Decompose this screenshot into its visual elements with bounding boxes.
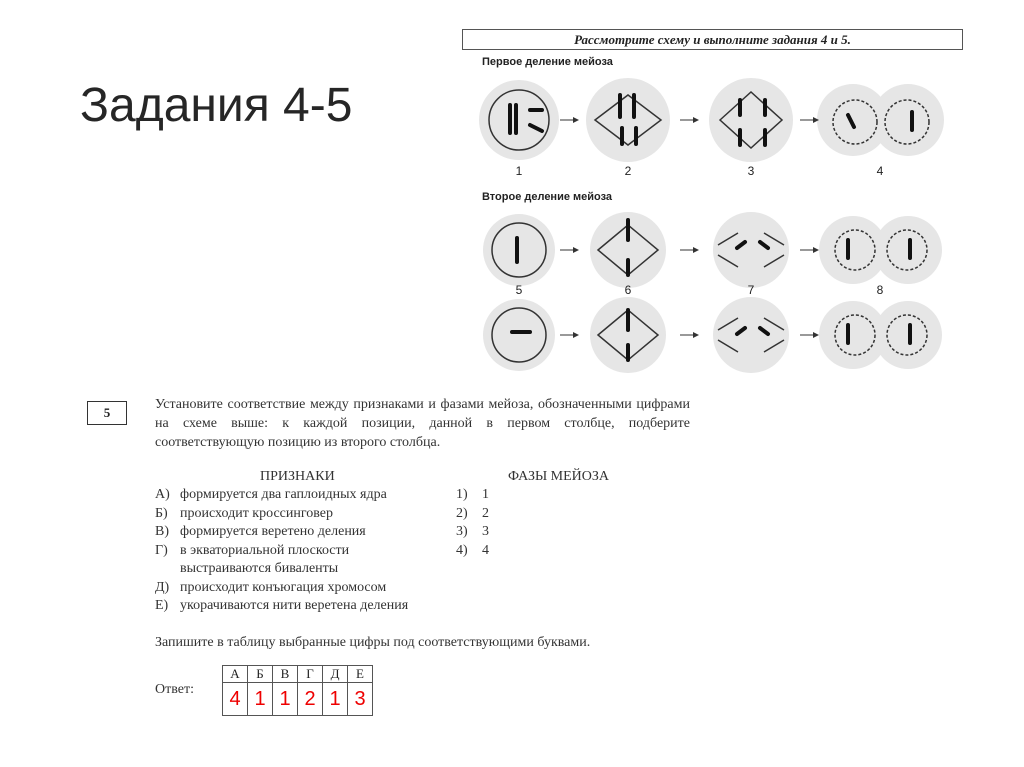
feature-item: Е) укорачиваются нити веретена деления xyxy=(155,598,409,613)
feature-item: Б) происходит кроссинговер xyxy=(155,505,334,521)
answer-value[interactable]: 2 xyxy=(298,683,323,716)
scheme-header: Рассмотрите схему и выполните задания 4 и 5. xyxy=(462,29,963,50)
answer-table xyxy=(222,665,373,716)
cell-label-2: 2 xyxy=(624,164,632,178)
feature-item: Г) в экваториальной плоскости xyxy=(155,542,350,558)
feature-item: Д) происходит конъюгация хромосом xyxy=(155,579,387,595)
answer-letter: В xyxy=(273,666,298,683)
cell-label-8: 8 xyxy=(876,283,884,297)
cell-label-1: 1 xyxy=(515,164,523,178)
slide-title: Задания 4-5 xyxy=(80,79,353,132)
section-first-division: Первое деление мейоза xyxy=(482,56,613,68)
phase-item: 2) 2 xyxy=(456,505,489,521)
phase-item: 1) 1 xyxy=(456,487,489,502)
task-number: 5 xyxy=(87,401,127,425)
answer-value[interactable]: 3 xyxy=(348,683,373,716)
feature-item: выстраиваются биваленты xyxy=(180,561,339,576)
cell-label-6: 6 xyxy=(624,283,632,297)
phase-item: 3) 3 xyxy=(456,524,489,539)
task-intro: Установите соответствие между признаками и фазами мейоза, обозначенными цифрами на схеме выше: к каждой позиции, данной в первом столбце, подберите соответствующую позицию из второго столбца. xyxy=(155,397,690,450)
phase-item: 4) 4 xyxy=(456,542,489,558)
col1-header: ПРИЗНАКИ xyxy=(260,469,335,484)
answer-value[interactable]: 4 xyxy=(223,683,248,716)
col2-header: ФАЗЫ МЕЙОЗА xyxy=(508,469,610,484)
instruction: Запишите в таблицу выбранные цифры под соответствующими буквами. xyxy=(155,635,591,650)
answer-letter: Г xyxy=(298,666,323,683)
answer-value[interactable]: 1 xyxy=(323,683,348,716)
section-second-division: Второе деление мейоза xyxy=(482,191,613,203)
cell-label-3: 3 xyxy=(747,164,755,178)
answer-letter: Е xyxy=(348,666,373,683)
answer-letter: А xyxy=(223,666,248,683)
answer-letter: Б xyxy=(248,666,273,683)
answer-value[interactable]: 1 xyxy=(273,683,298,716)
meiosis-diagram xyxy=(460,70,960,380)
cell-label-7: 7 xyxy=(747,283,755,297)
feature-item: В) формируется веретено деления xyxy=(155,524,366,539)
features-list xyxy=(155,487,408,617)
feature-item: А) формируется два гаплоидных ядра xyxy=(155,487,387,502)
answer-letter: Д xyxy=(323,666,348,683)
cell-label-5: 5 xyxy=(515,283,523,297)
cell-label-4: 4 xyxy=(876,164,884,178)
answer-label: Ответ: xyxy=(155,682,194,697)
phases-list xyxy=(456,487,489,561)
answer-value[interactable]: 1 xyxy=(248,683,273,716)
